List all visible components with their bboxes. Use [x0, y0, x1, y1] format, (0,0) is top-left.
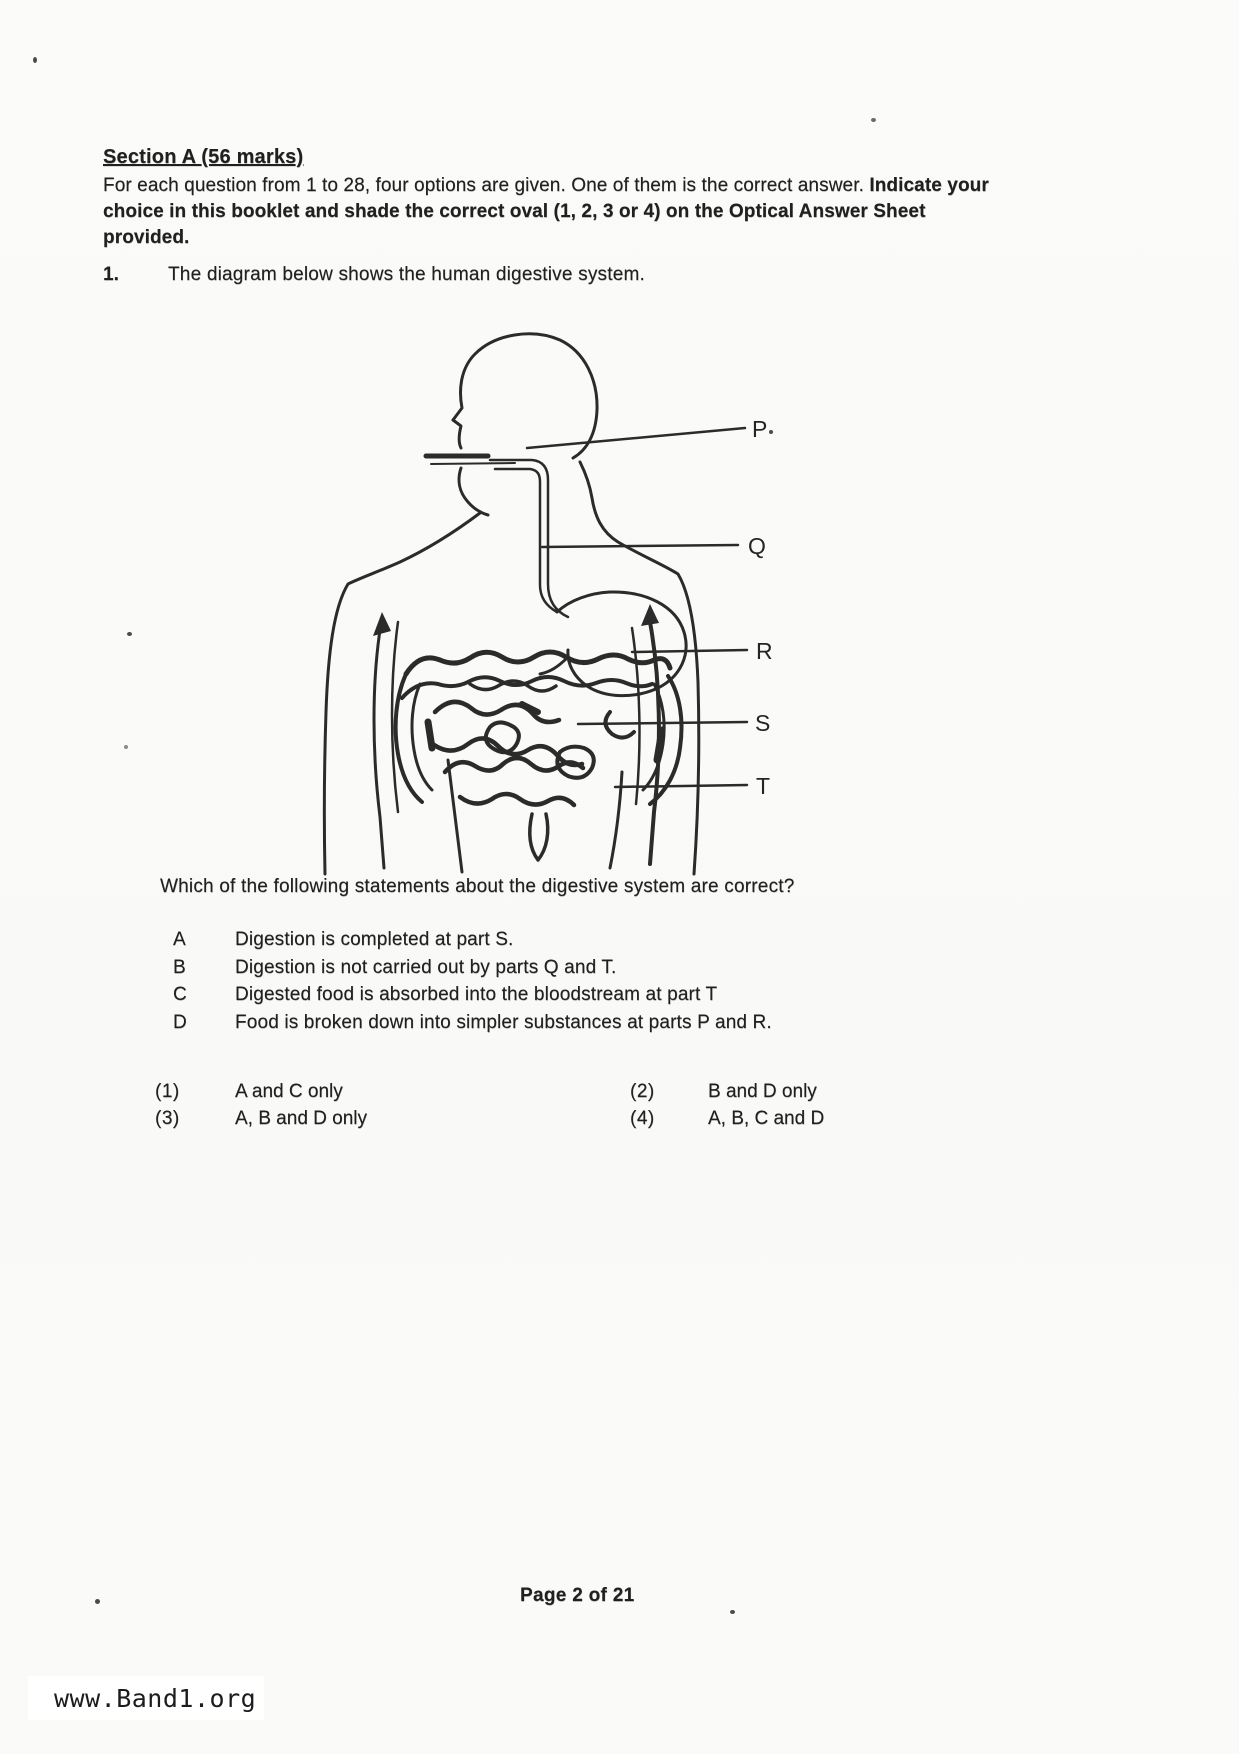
section-instructions	[103, 173, 1008, 251]
statement-text: Digestion is completed at part S.	[235, 929, 514, 950]
instructions-normal-text: For each question from 1 to 28, four options are given. One of them is the correct answer.	[103, 175, 870, 196]
leader-line-R	[632, 650, 747, 652]
statement-D	[173, 1012, 772, 1040]
scan-speck	[95, 1599, 100, 1604]
digestive-system-diagram	[310, 312, 780, 882]
statement-text: Digestion is not carried out by parts Q and T.	[235, 956, 617, 978]
watermark-text: www.Band1.org	[54, 1683, 257, 1713]
statement-text: Food is broken down into simpler substances at parts P and R.	[235, 1011, 772, 1033]
page-number-footer: Page 2 of 21	[520, 1585, 635, 1606]
statement-B	[173, 957, 772, 985]
option-3-number: (3)	[155, 1108, 180, 1129]
section-title: Section A (56 marks)	[103, 146, 304, 168]
statement-letter: A	[173, 929, 186, 950]
statement-letter: C	[173, 984, 187, 1005]
statement-C	[173, 984, 772, 1012]
option-4-text: A, B, C and D	[708, 1108, 825, 1129]
question-text: The diagram below shows the human digestive system.	[168, 264, 645, 285]
statement-A	[173, 929, 772, 957]
question-number: 1.	[103, 264, 119, 285]
question-1	[103, 264, 645, 286]
instructions-bold-text: Indicate your choice in this booklet and shade the correct oval (1, 2, 3 or 4) on the Optical Answer Sheet provided.	[103, 175, 989, 248]
diagram-label-R: R	[756, 638, 773, 664]
diagram-label-Q: Q	[748, 533, 766, 559]
option-2-number: (2)	[630, 1081, 655, 1102]
diagram-label-P: P	[752, 416, 768, 442]
statements-list	[173, 929, 772, 1039]
scan-speck	[730, 1610, 735, 1614]
digestive-system-figure	[310, 312, 780, 882]
scan-speck	[127, 632, 132, 636]
scan-speck	[769, 430, 773, 434]
diagram-label-S: S	[755, 710, 771, 736]
option-1-text: A and C only	[235, 1081, 343, 1102]
options-grid	[155, 1081, 824, 1130]
option-2-text: B and D only	[708, 1081, 817, 1102]
option-4-number: (4)	[630, 1108, 655, 1129]
scan-speck	[124, 745, 128, 749]
leader-line-S	[578, 722, 747, 724]
option-1-number: (1)	[155, 1081, 180, 1102]
statement-letter: D	[173, 1011, 187, 1033]
leader-line-P	[527, 428, 745, 448]
option-3-text: A, B and D only	[235, 1108, 368, 1129]
leader-line-Q	[542, 545, 738, 547]
diagram-label-T: T	[756, 773, 771, 799]
watermark-strip	[28, 1676, 264, 1720]
scan-speck	[871, 118, 876, 122]
section-header	[103, 146, 1008, 251]
statement-text: Digested food is absorbed into the bloodstream at part T	[235, 984, 718, 1005]
leader-line-T	[615, 785, 747, 787]
scan-speck	[33, 57, 37, 63]
statement-letter: B	[173, 956, 186, 978]
sub-question-text: Which of the following statements about the digestive system are correct?	[160, 876, 795, 897]
